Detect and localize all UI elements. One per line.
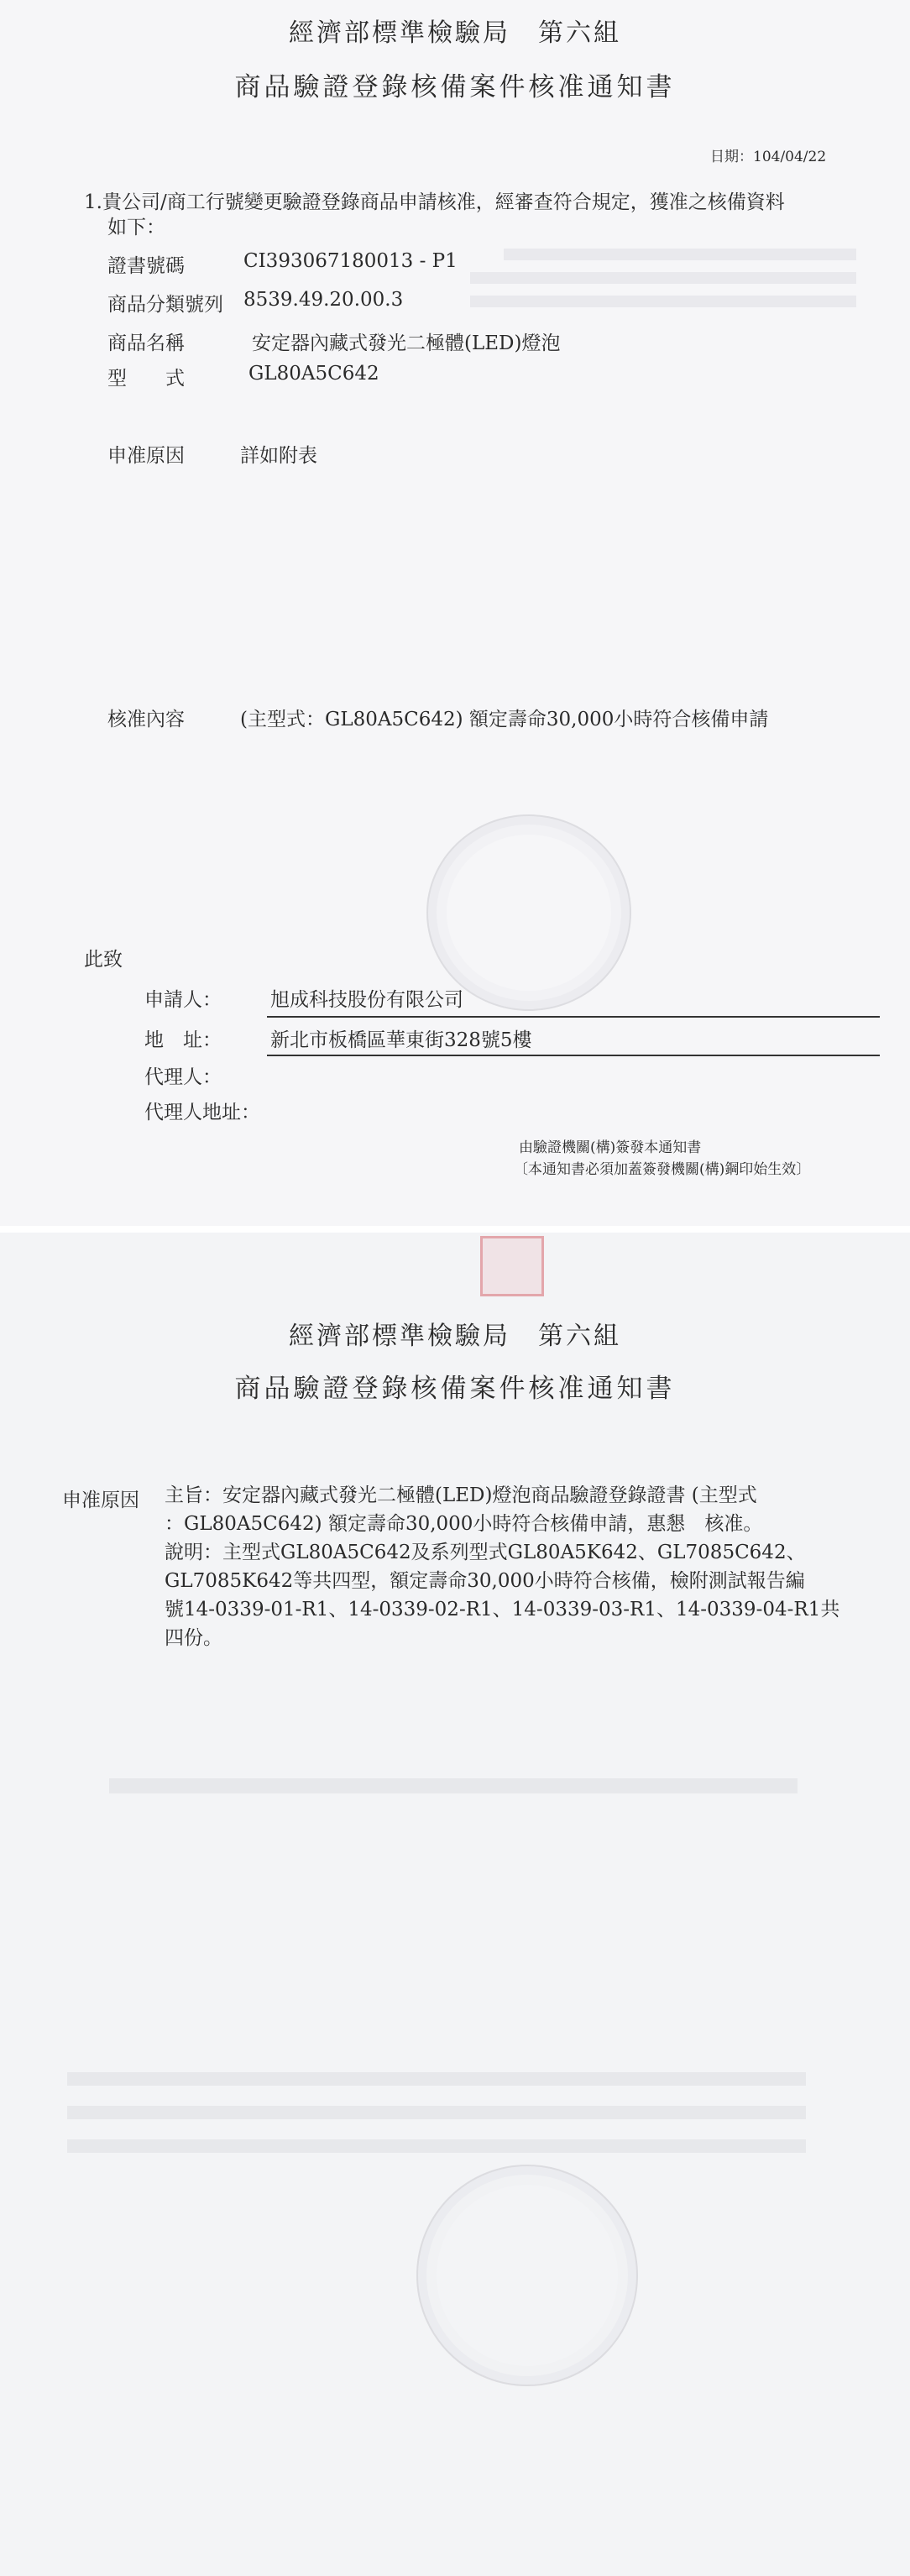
bleed-through-mark: [109, 1778, 798, 1793]
bleed-through-mark: [67, 2106, 806, 2119]
notice-title: 商品驗證登錄核備案件核准通知書: [234, 72, 676, 102]
reason-line-2: ：GL80A5C642) 額定壽命30,000小時符合核備申請，惠懇 核准。: [165, 1513, 763, 1535]
product-name-value: 安定器內藏式發光二極體(LED)燈泡: [252, 332, 561, 354]
model-label: 型 式: [107, 368, 185, 390]
reason-value: 詳如附表: [240, 445, 317, 467]
reason-label-2: 申准原因: [62, 1490, 139, 1511]
embossed-seal: [426, 814, 631, 1011]
notice-page-2: [0, 1233, 910, 2576]
applicant-label: 申請人：: [144, 989, 222, 1011]
reason-line-5: 號14-0339-01-R1、14-0339-02-R1、14-0339-03-R1、14-0339-04-R1共: [165, 1599, 840, 1620]
agent-label: 代理人：: [144, 1066, 222, 1088]
bleed-through-mark: [67, 2139, 806, 2153]
applicant-underline: [267, 1016, 880, 1018]
embossed-seal-2: [416, 2165, 638, 2386]
cert-no-value: CI393067180013 - P1: [243, 250, 458, 272]
approval-value: (主型式：GL80A5C642) 額定壽命30,000小時符合核備申請: [240, 709, 769, 730]
reason-line-4: GL7085K642等共四型，額定壽命30,000小時符合核備，檢附測試報告編: [165, 1570, 805, 1592]
address-label: 地 址：: [144, 1029, 222, 1051]
applicant-value: 旭成科技股份有限公司: [270, 989, 463, 1011]
issue-date: 日期：104/04/22: [710, 149, 827, 165]
model-value: GL80A5C642: [248, 363, 379, 385]
agent-address-label: 代理人地址：: [144, 1102, 260, 1123]
cert-no-label: 證書號碼: [107, 255, 185, 277]
notice-page-1: [0, 0, 910, 1226]
hs-code-label: 商品分類號列: [107, 294, 223, 316]
address-value: 新北市板橋區華東街328號5樓: [270, 1029, 532, 1051]
footer-line-1: 由驗證機關(構)簽發本通知書: [519, 1139, 702, 1156]
addressee: 此致: [84, 949, 123, 971]
intro-line-1: 1.貴公司/商工行號變更驗證登錄商品申請核准，經審查符合規定，獲准之核備資料: [84, 191, 785, 213]
bleed-through-mark: [470, 296, 856, 307]
footer-line-2: 〔本通知書必須加蓋簽發機關(構)鋼印始生效〕: [514, 1161, 811, 1178]
hs-code-value: 8539.49.20.00.3: [243, 289, 404, 311]
reason-line-6: 四份。: [165, 1627, 222, 1649]
notice-title-2: 商品驗證登錄核備案件核准通知書: [234, 1374, 676, 1404]
bleed-through-mark: [470, 272, 856, 284]
reason-body: [165, 1481, 839, 1652]
address-underline: [267, 1055, 880, 1056]
agency-header-2: 經濟部標準檢驗局 第六組: [289, 1322, 621, 1351]
bleed-through-mark: [67, 2072, 806, 2086]
bleed-through-mark: [504, 249, 856, 260]
reason-line-3: 說明：主型式GL80A5C642及系列型式GL80A5K642、GL7085C642、: [165, 1542, 806, 1563]
intro-line-2: 如下：: [107, 217, 165, 238]
product-name-label: 商品名稱: [107, 332, 185, 354]
reason-label: 申准原因: [107, 445, 185, 467]
red-stamp: [480, 1236, 544, 1296]
approval-label: 核准內容: [107, 709, 185, 730]
reason-line-1: 主旨：安定器內藏式發光二極體(LED)燈泡商品驗證登錄證書 (主型式: [165, 1484, 757, 1506]
agency-header: 經濟部標準檢驗局 第六組: [289, 18, 621, 48]
